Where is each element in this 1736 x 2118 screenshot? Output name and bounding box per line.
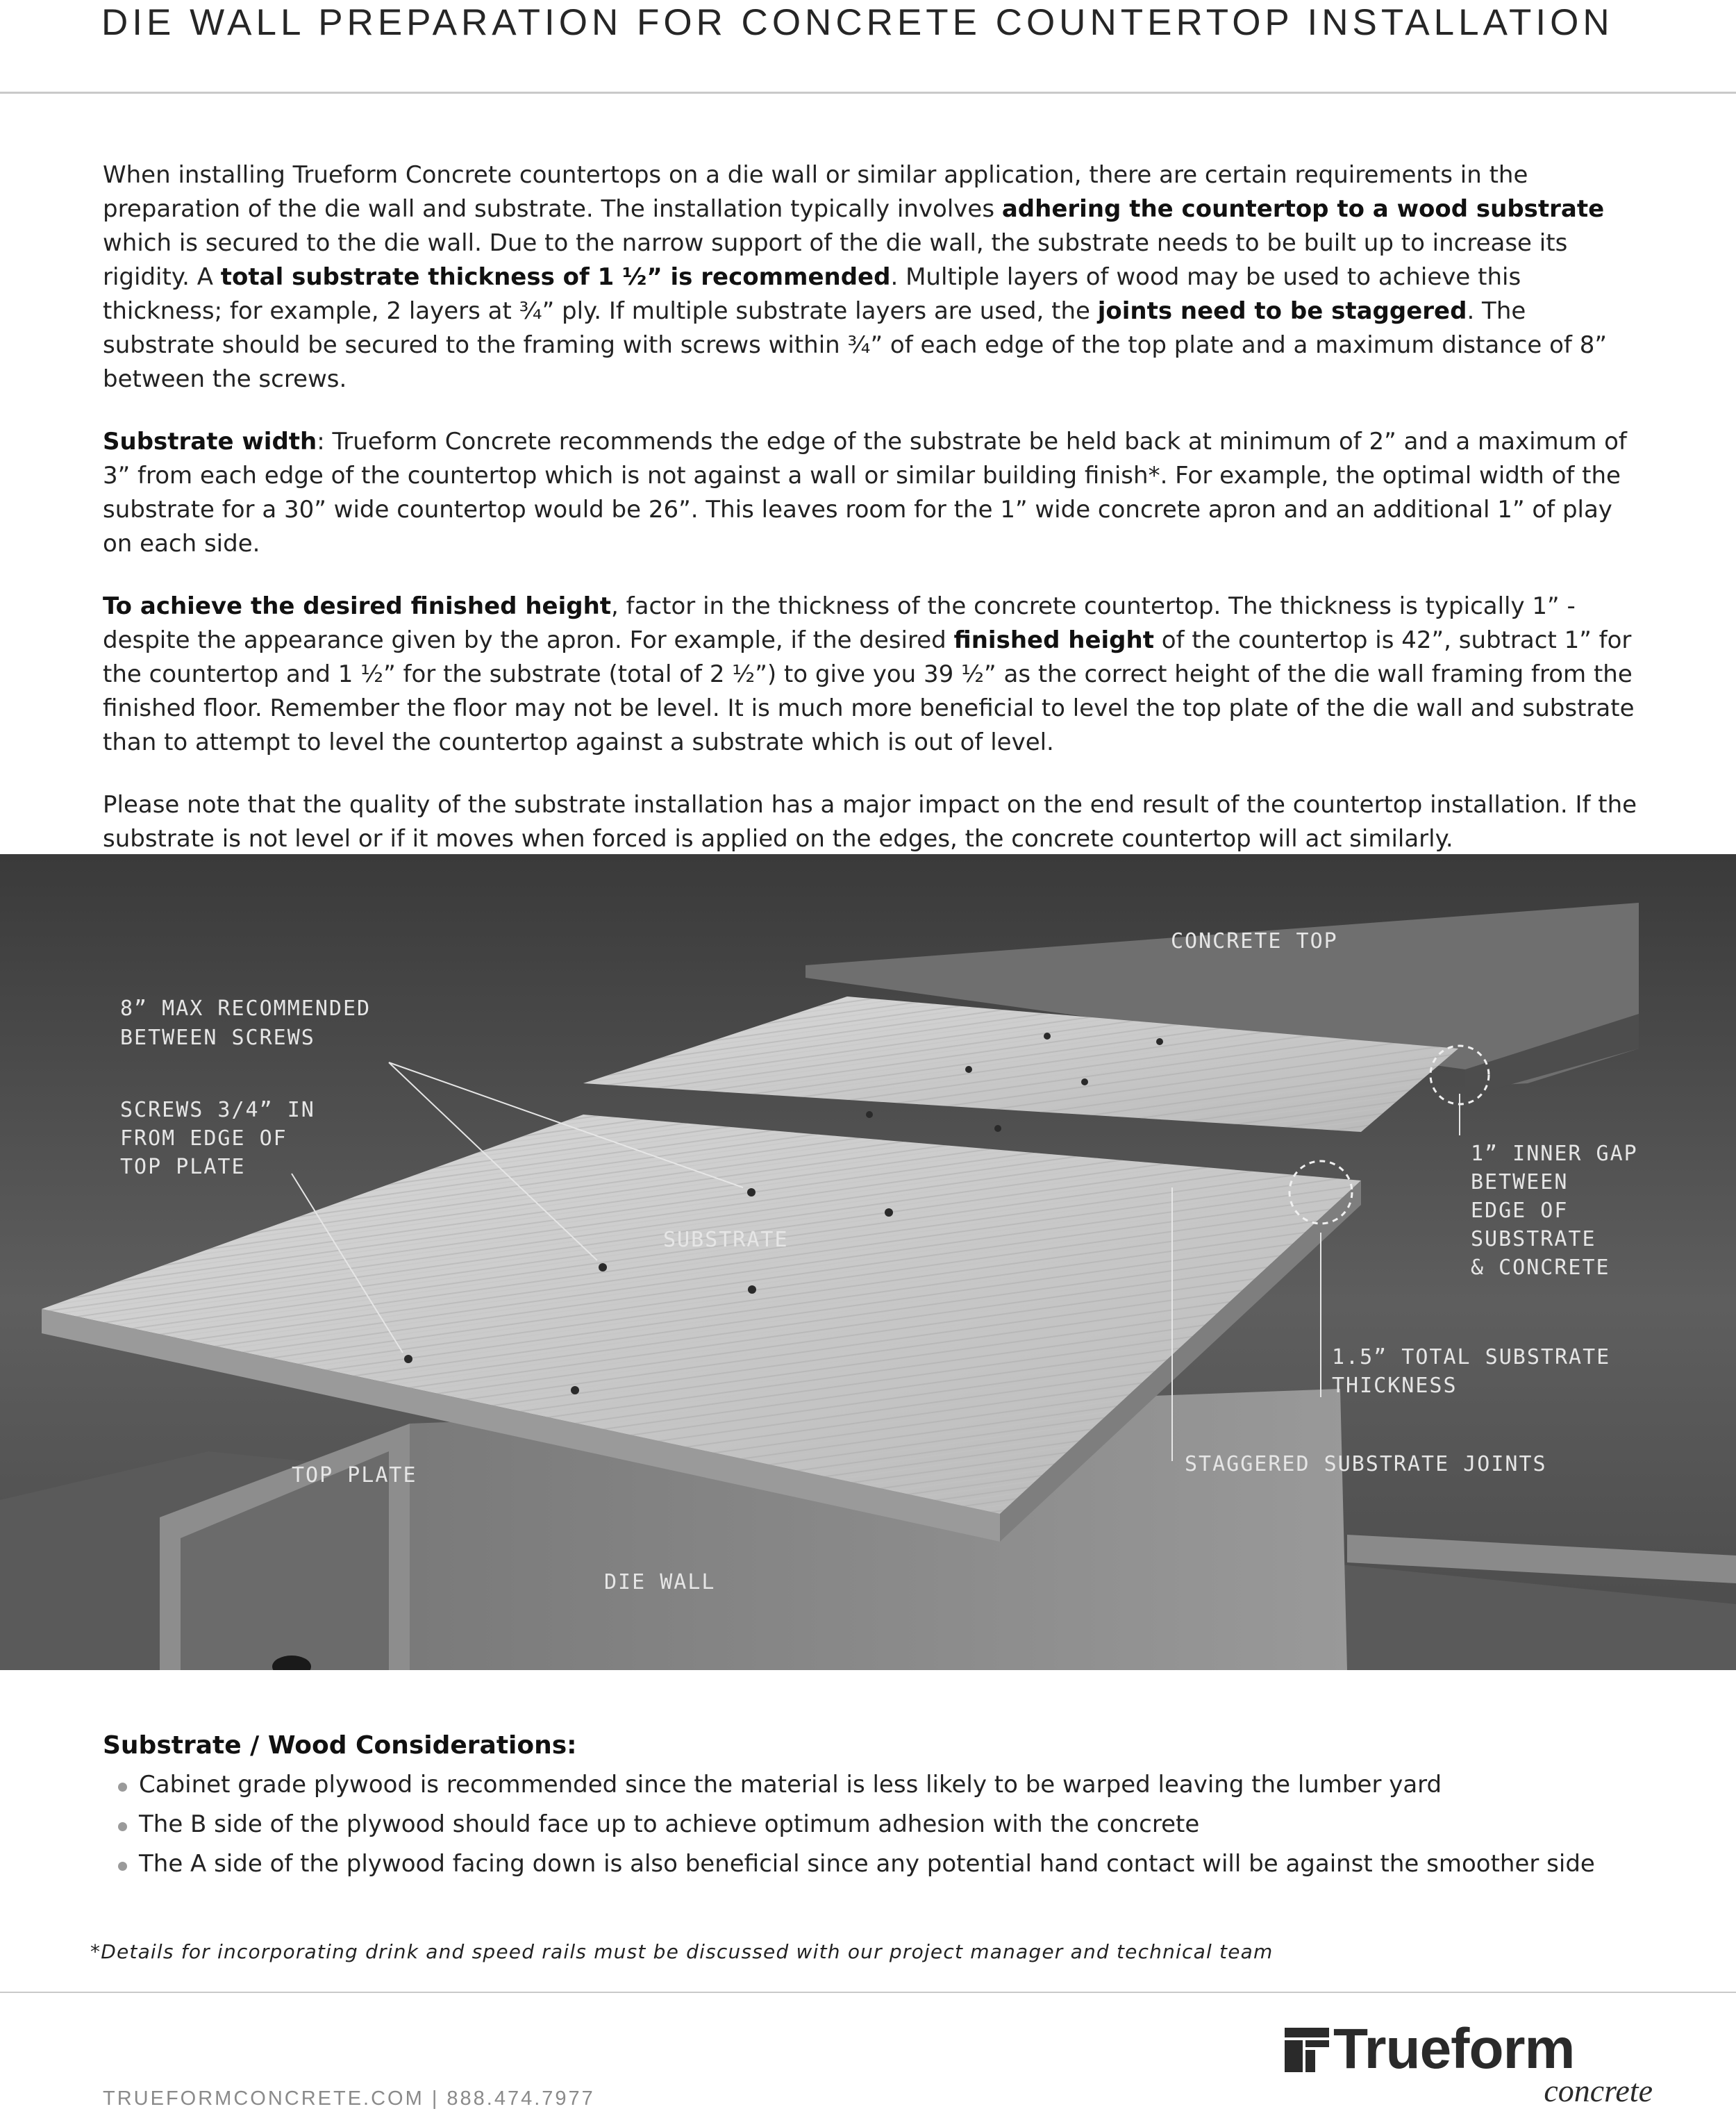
label-inner-gap-3: EDGE OF xyxy=(1471,1199,1569,1223)
footer-divider xyxy=(0,1992,1736,1993)
label-screws-in-2: FROM EDGE OF xyxy=(120,1126,287,1151)
screw-hole xyxy=(748,1285,756,1294)
label-inner-gap-4: SUBSTRATE xyxy=(1471,1227,1596,1251)
header-divider xyxy=(0,92,1736,94)
logo-subtitle: concrete xyxy=(1544,2073,1653,2108)
screw-hole xyxy=(965,1066,972,1073)
screw-hole xyxy=(599,1263,607,1271)
contact-info: TRUEFORMCONCRETE.COM | 888.474.7977 xyxy=(103,2087,595,2110)
list-item: The B side of the plywood should face up to achieve optimum adhesion with the concrete xyxy=(103,1805,1665,1844)
page-title: DIE WALL PREPARATION FOR CONCRETE COUNTERTOP INSTALLATION xyxy=(101,2,1614,43)
label-thickness: 1.5” TOTAL SUBSTRATE xyxy=(1332,1345,1611,1369)
label-max-screws: 8” MAX RECOMMENDED xyxy=(120,997,372,1021)
label-top-plate: TOP PLATE xyxy=(292,1463,417,1487)
paragraph-substrate-requirements: When installing Trueform Concrete countertops on a die wall or similar application, there are certain requirements in the preparation of the die wall and substrate. The installation typically involves adhering the countertop to a wood substrate which is secured to the die wall. Due to the narrow support of the die wall, the substrate needs to be built up to increase its rigidity. A total substrate thickness of 1 ½” is recommended. Multiple layers of wood may be used to achieve this thickness; for example, 2 layers at ¾” ply. If multiple substrate layers are used, the joints need to be staggered. The substrate should be secured to the framing with screws within ¾” of each edge of the top plate and a maximum distance of 8” between the screws. xyxy=(103,161,1607,393)
wood-considerations xyxy=(103,1731,1665,1884)
screw-hole xyxy=(1156,1038,1163,1045)
label-concrete-top: CONCRETE TOP xyxy=(1171,929,1338,953)
screw-hole xyxy=(571,1386,579,1394)
considerations-list xyxy=(103,1765,1665,1884)
die-wall-illustration xyxy=(0,854,1736,1670)
screw-hole xyxy=(404,1355,412,1363)
list-item: The A side of the plywood facing down is also beneficial since any potential hand contact will be against the smoother side xyxy=(103,1844,1665,1884)
label-max-screws-2: BETWEEN SCREWS xyxy=(120,1026,315,1050)
list-item: Cabinet grade plywood is recommended since the material is less likely to be warped leaving the lumber yard xyxy=(103,1765,1665,1805)
trueform-logo xyxy=(1285,2017,1653,2108)
screw-hole xyxy=(747,1188,756,1196)
label-die-wall: DIE WALL xyxy=(604,1570,716,1594)
footnote: *Details for incorporating drink and speed rails must be discussed with our project manager and technical team xyxy=(90,1940,1274,1963)
label-staggered-joints: STAGGERED SUBSTRATE JOINTS xyxy=(1185,1452,1547,1476)
screw-hole xyxy=(866,1111,873,1118)
paragraph-substrate-width: Substrate width: Trueform Concrete recommends the edge of the substrate be held back at minimum of 2” and a maximum of 3” from each edge of the countertop which is not against a wall or similar building finish*. For example, the optimal width of the substrate for a 30” wide countertop would be 26”. This leaves room for the 1” wide concrete apron and an additional 1” of play on each side. xyxy=(103,428,1627,558)
intro-text xyxy=(103,158,1644,885)
logo-wordmark: Trueform xyxy=(1333,2017,1575,2081)
label-inner-gap-2: BETWEEN xyxy=(1471,1170,1569,1194)
paragraph-finished-height: To achieve the desired finished height, factor in the thickness of the concrete countertop. The thickness is typically 1” - despite the appearance given by the apron. For example, if the desired finished height of the countertop is 42”, subtract 1” for the countertop and 1 ½” for the substrate (total of 2 ½”) to give you 39 ½” as the correct height of the die wall framing from the finished floor. Remember the floor may not be level. It is much more beneficial to level the top plate of the die wall and substrate than to attempt to level the countertop against a substrate which is out of level. xyxy=(103,592,1635,756)
label-screws-in: SCREWS 3/4” IN xyxy=(120,1098,315,1122)
label-inner-gap: 1” INNER GAP xyxy=(1471,1142,1638,1166)
screw-hole xyxy=(885,1208,893,1217)
logo-mark-icon xyxy=(1285,2028,1329,2072)
paragraph-quality-note: Please note that the quality of the substrate installation has a major impact on the end result of the countertop installation. If the substrate is not level or if it moves when forced is applied on the edges, the concrete countertop will act similarly. xyxy=(103,791,1637,853)
screw-hole xyxy=(1081,1078,1088,1085)
label-screws-in-3: TOP PLATE xyxy=(120,1155,246,1179)
label-substrate: SUBSTRATE xyxy=(663,1228,789,1252)
label-inner-gap-5: & CONCRETE xyxy=(1471,1256,1610,1280)
considerations-heading: Substrate / Wood Considerations: xyxy=(103,1731,577,1760)
label-thickness-2: THICKNESS xyxy=(1332,1374,1458,1398)
screw-hole xyxy=(1044,1033,1051,1040)
screw-hole xyxy=(994,1125,1001,1132)
